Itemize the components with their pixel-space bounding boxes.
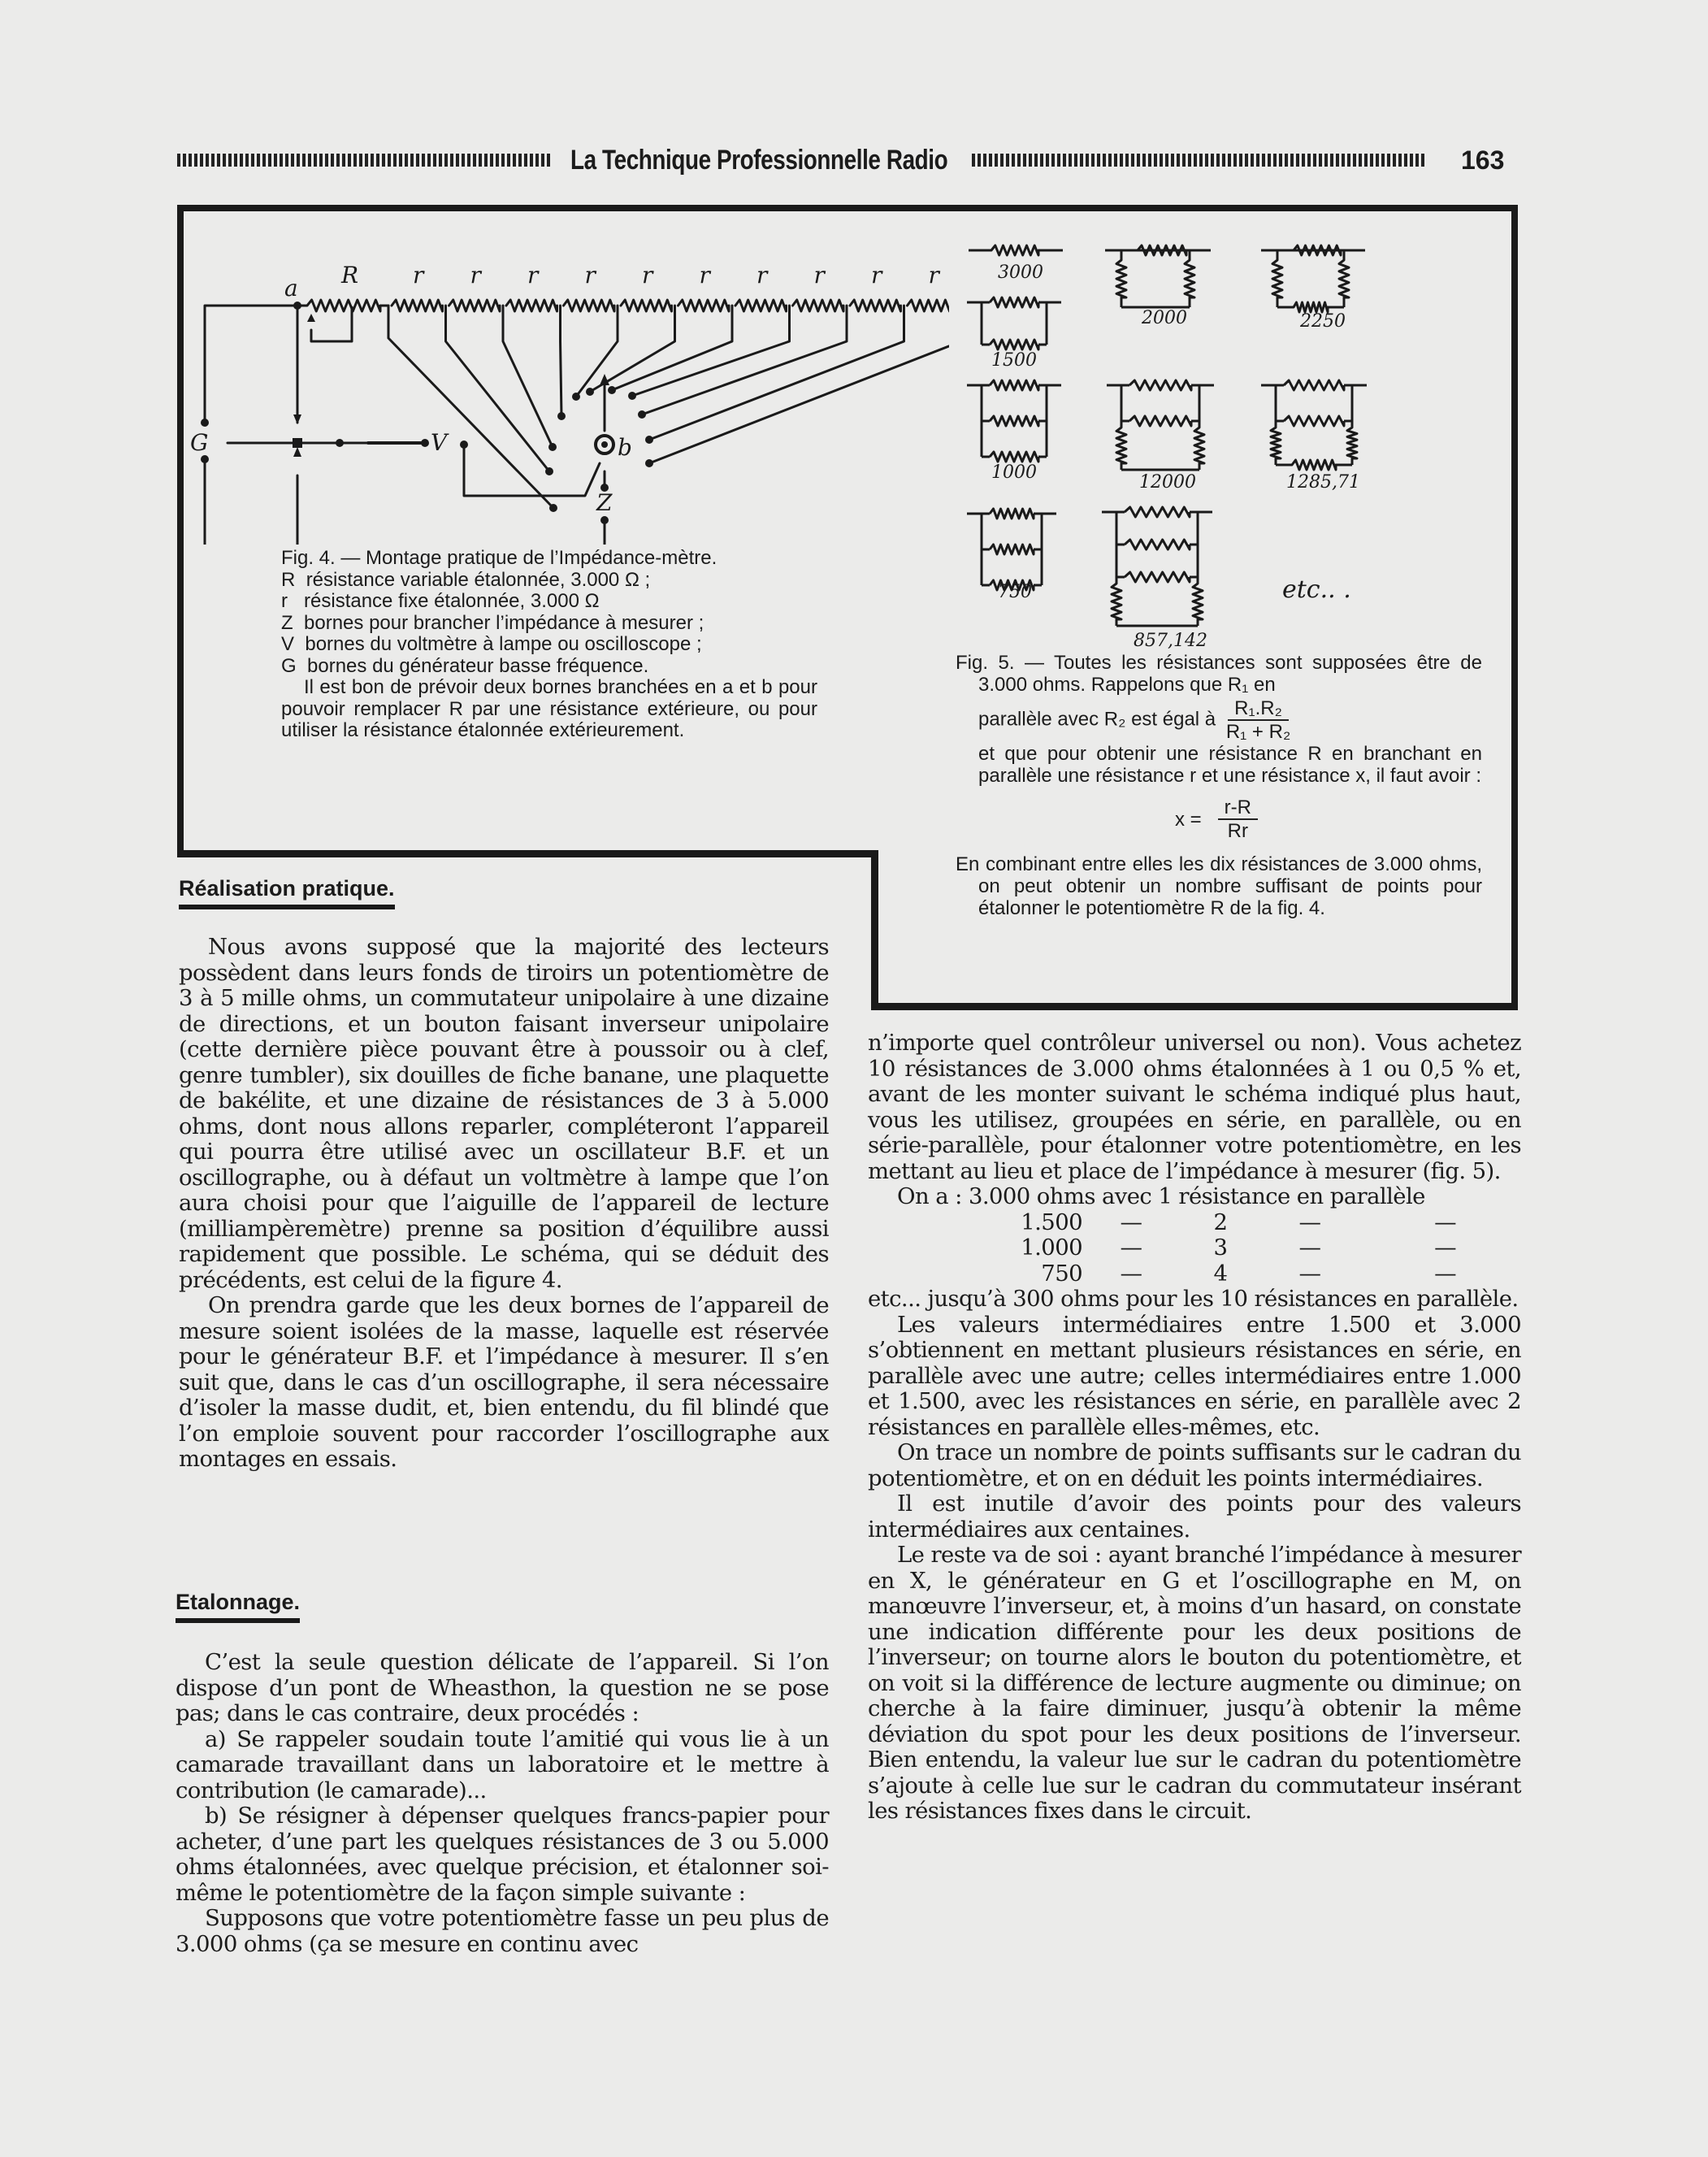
left-column-etalonnage	[176, 1650, 829, 1957]
switch-pivot-center	[601, 441, 608, 448]
terminal-inverter	[336, 439, 344, 447]
fig5-caption-text: et que pour obtenir une résistance R en branchant en parallèle une résistance r et une résistance x, il faut avoir :	[978, 743, 1482, 787]
network-value-857142: 857,142	[1134, 631, 1207, 650]
table-row: 750 — 4 — —	[1041, 1260, 1456, 1287]
node-a	[293, 302, 301, 310]
network-12000-series	[1116, 421, 1204, 470]
switch-contact	[549, 504, 557, 512]
network-2000	[1105, 250, 1211, 307]
paragraph: Les valeurs intermédiaires entre 1.500 et 3.000 s’obtiennent en mettant plusieurs résistances en série, en parallèle avec une autre; celles intermédiaires entre 1.000 et 1.500, avec les résistances en série, en parallèle avec 2 résistances en parallèle elles-mêmes, etc.	[868, 1311, 1521, 1440]
network-128571-series	[1271, 421, 1357, 470]
paragraph: Il est inutile d’avoir des points pour des valeurs intermédiaires aux centaines.	[868, 1491, 1521, 1543]
parallel-values-table	[897, 1210, 1456, 1287]
switch-contact	[548, 443, 557, 451]
network-value-3000: 3000	[998, 263, 1043, 283]
header-rule-right	[972, 154, 1427, 167]
heading-realisation: Réalisation pratique.	[179, 876, 395, 909]
label-r: r	[470, 262, 481, 289]
switch-contact	[628, 392, 636, 400]
fig5-caption-parallel-formula: parallèle avec R₂ est égal à $\frac{\text{R₁.R₂}}{\text{R₁ + R₂}}$	[978, 697, 1291, 743]
fig4-svg	[185, 219, 949, 545]
legend-item: G bornes du générateur basse fréquence.	[281, 654, 649, 677]
fig5-caption	[956, 652, 1482, 919]
label-r: r	[527, 262, 539, 289]
etc-label: etc.. .	[1282, 575, 1351, 604]
switch-arrow-icon	[600, 374, 609, 385]
network-value-750: 750	[998, 582, 1032, 602]
fig4-legend	[281, 570, 817, 678]
resistor-R-slider	[311, 307, 352, 341]
label-r: r	[642, 262, 653, 289]
terminal-g-bottom	[201, 455, 209, 463]
frame-top	[177, 205, 1518, 211]
fig5-resistor-networks	[959, 228, 1479, 650]
network-1500	[967, 297, 1061, 349]
label-r: r	[756, 262, 768, 289]
switch-contact	[645, 459, 653, 467]
network-value-1000: 1000	[991, 462, 1037, 483]
frame-left	[177, 205, 184, 855]
frame-step-vertical	[871, 850, 878, 1009]
switch-contact	[572, 393, 580, 401]
label-r: r	[928, 262, 939, 289]
network-value-12000: 12000	[1139, 472, 1196, 493]
frame-right	[1511, 205, 1518, 1010]
paragraph: b) Se résigner à dépenser quelques francs-papier pour acheter, d’une part les quelques résistances de 3 ou 5.000 ohms étalonnées, avec quelque précision, et étalonner soi-même le potentiomètre de la façon simple suivante :	[176, 1803, 829, 1906]
legend-item: V bornes du voltmètre à lampe ou oscilloscope ;	[281, 633, 702, 655]
wire-bottom-return	[205, 459, 605, 545]
paragraph: Le reste va de soi : ayant branché l’impédance à mesurer en X, le générateur en G et l’oscillographe en M, on manœuvre l’inverseur, et, à moins d’un hasard, on constate une indication différente pour les deux positions de l’inverseur; on tourne alors le bouton du potentiomètre, et on voit si la différence de lecture augmente ou diminue; on cherche à la faire diminuer, jusqu’à obtenir la même déviation du spot pour les deux positions de l’inverseur. Bien entendu, la valeur lue sur le cadran du potentiomètre s’ajoute à celle lue sur le cadran du commutateur insérant les résistances fixes dans le circuit.	[868, 1542, 1521, 1824]
switch-taps	[388, 306, 949, 508]
switch-contact	[586, 388, 594, 396]
slider-arrow-icon	[307, 314, 315, 322]
wire-g-to-a	[205, 306, 297, 423]
label-Z: Z	[596, 489, 613, 516]
label-r: r	[871, 262, 882, 289]
paragraph: Nous avons supposé que la majorité des lecteurs possèdent dans leurs fonds de tiroirs un potentiomètre de 3 à 5 mille ohms, un commutateur unipolaire à une dizaine de directions, et un bouton faisant inverseur unipolaire (cette dernière pièce pouvant être à poussoir ou à clef, genre tumbler), six douilles de fiche banane, une plaquette de bakélite, et une dizaine de résistances de 3 à 5.000 ohms, dont nous allons reparler, compléteront l’appareil qui pourra être utilisé avec un oscillateur B.F. et un oscillographe, ou à défaut un voltmètre à lampe que l’on aura choisi pour que l’aiguille de l’appareil de lecture (milliampèremètre) prenne sa position d’équilibre aussi rapidement que possible. Le schéma, qui se déduit des précédents, est celui de la figure 4.	[179, 934, 829, 1293]
label-G: G	[190, 429, 209, 456]
terminal-v-1	[421, 439, 429, 447]
switch-contact	[645, 436, 653, 444]
network-750	[967, 509, 1056, 590]
paragraph: n’importe quel contrôleur universel ou non). Vous achetez 10 résistances de 3.000 ohms étalonnées à 1 ou 0,5 % et, avant de les monter suivant le schéma indiqué plus haut, vous les utilisez, groupées en série, en parallèle, ou en série-parallèle, pour étalonner votre potentiomètre, en les mettant au lieu et place de l’impédance à mesurer (fig. 5).	[868, 1030, 1521, 1184]
page-number: 163	[1461, 145, 1505, 175]
series-table-intro: On a : 3.000 ohms avec 1 résistance en parallèle	[897, 1183, 1425, 1209]
label-r: r	[584, 262, 596, 289]
fig4-caption-note: Il est bon de prévoir deux bornes branchées en a et b pour pouvoir remplacer R par une résistance extérieure, ou pour utiliser la résistance étalonnée extérieurement.	[281, 676, 817, 741]
fig4-caption	[281, 548, 817, 742]
network-857142-parallel	[1102, 507, 1212, 582]
network-3000	[969, 245, 1063, 255]
labels-r	[413, 262, 941, 289]
formula-x: x = $\frac{r-R}{Rr}$	[956, 796, 1482, 842]
fig5-caption-intro: Fig. 5. — Toutes les résistances sont supposées être de 3.000 ohms. Rappelons que R₁ en	[956, 652, 1482, 696]
paragraph: On trace un nombre de points suffisants sur le cadran du potentiomètre, et on en déduit les points intermédiaires.	[868, 1439, 1521, 1491]
label-R: R	[341, 262, 359, 289]
terminal-z-bottom	[600, 516, 609, 524]
switch-contact	[638, 410, 646, 419]
network-1000	[967, 380, 1061, 462]
heading-etalonnage: Etalonnage.	[176, 1590, 300, 1623]
resistors-r-chain	[392, 300, 949, 311]
paragraph: C’est la seule question délicate de l’appareil. Si l’on dispose d’un pont de Wheasthon, la question ne se pose pas; dans le cas contraire, deux procédés :	[176, 1649, 829, 1726]
table-row: 1.500 — 2 — —	[1021, 1209, 1456, 1235]
switch-contact	[608, 386, 616, 394]
frame-step-horizontal	[177, 850, 878, 857]
network-128571-parallel	[1261, 380, 1367, 426]
terminal-v-2	[460, 441, 468, 449]
label-a: a	[284, 275, 298, 302]
label-b: b	[618, 434, 632, 461]
label-V: V	[431, 429, 448, 456]
fig4-caption-title: Fig. 4. — Montage pratique de l’Impédance-mètre.	[281, 547, 717, 569]
frame-bottom	[871, 1003, 1518, 1010]
left-column-realisation	[179, 935, 829, 1473]
formula-parallel: $\frac{\text{R₁.R₂}}{\text{R₁ + R₂}}$	[1225, 697, 1291, 743]
terminal-g-top	[201, 419, 209, 427]
arrow-down-icon	[293, 414, 301, 424]
heading-underline	[176, 1618, 300, 1623]
network-value-2250: 2250	[1300, 311, 1346, 332]
network-2250	[1261, 250, 1365, 312]
table-row: 1.000 — 3 — —	[1021, 1235, 1456, 1261]
legend-item: Z bornes pour brancher l’impédance à mesurer ;	[281, 611, 704, 634]
fig5-svg	[959, 228, 1479, 650]
paragraph: a) Se rappeler soudain toute l’amitié qui vous lie à un camarade travaillant dans un laboratoire et le mettre à contribution (le camarade)...	[176, 1725, 829, 1803]
network-value-128571: 1285,71	[1286, 472, 1360, 493]
heading-underline	[179, 905, 395, 909]
network-857142-series	[1112, 577, 1203, 626]
network-value-1500: 1500	[991, 350, 1037, 371]
label-r: r	[813, 262, 825, 289]
journal-title: La Technique Professionnelle Radio	[570, 144, 948, 176]
right-column	[868, 1031, 1521, 1825]
inverter-pivot	[293, 438, 302, 448]
running-header	[177, 140, 1524, 180]
switch-contact	[545, 467, 553, 475]
legend-item: r résistance fixe étalonnée, 3.000 Ω	[281, 590, 600, 612]
paragraph: On prendra garde que les deux bornes de l’appareil de mesure soient isolées de la masse, laquelle est réservée pour le générateur B.F. et l’impédance à mesurer. Il s’en suit que, dans le cas d’un oscillographe, il sera nécessaire d’isoler la masse dudit, et, bien entendu, du fil blindé que l’on emploie souvent pour raccorder l’oscillographe aux montages en essais.	[179, 1292, 829, 1472]
arrow-up-icon	[293, 447, 301, 457]
network-value-2000: 2000	[1142, 308, 1187, 328]
resistor-R	[297, 300, 388, 311]
label-r: r	[413, 262, 424, 289]
paragraph: Supposons que votre potentiomètre fasse un peu plus de 3.000 ohms (ça se mesure en continu avec	[176, 1905, 829, 1957]
header-rule-left	[177, 154, 551, 167]
fig4-circuit-diagram	[185, 219, 949, 545]
legend-item: R résistance variable étalonnée, 3.000 Ω ;	[281, 568, 651, 591]
switch-contact	[557, 412, 566, 420]
paragraph: etc... jusqu’à 300 ohms pour les 10 résistances en parallèle.	[868, 1286, 1519, 1312]
network-12000-parallel	[1107, 380, 1214, 426]
fig5-caption-closing: En combinant entre elles les dix résistances de 3.000 ohms, on peut obtenir un nombre suffisant de points pour étalonner le potentiomètre R de la fig. 4.	[956, 853, 1482, 919]
label-r: r	[699, 262, 710, 289]
